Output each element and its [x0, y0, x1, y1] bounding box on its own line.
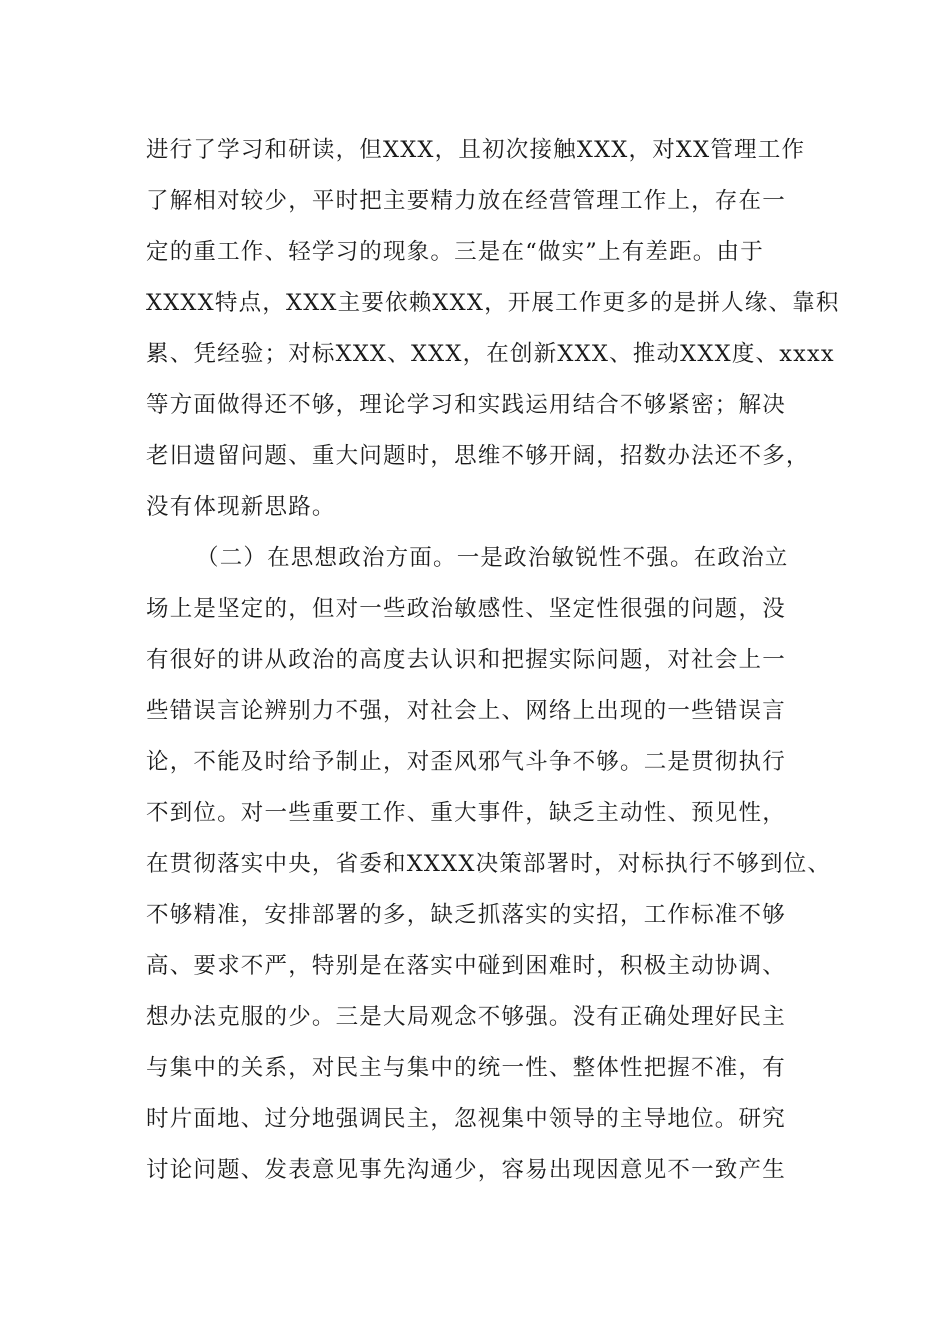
- text-line: 些错误言论辨别力不强，对社会上、网络上出现的一些错误言: [146, 698, 786, 724]
- text-line: 定的重工作、轻学习的现象。三是在“做实”上有差距。由于: [146, 239, 764, 265]
- text-line: 了解相对较少，平时把主要精力放在经营管理工作上，存在一: [146, 188, 786, 214]
- section-heading-line: （二）在思想政治方面。一是政治敏锐性不强。在政治立: [196, 545, 789, 571]
- text-line: 不够精准，安排部署的多，缺乏抓落实的实招，工作标准不够: [146, 902, 786, 928]
- text-line: 不到位。对一些重要工作、重大事件，缺乏主动性、预见性，: [146, 800, 786, 826]
- text-line: 进行了学习和研读，但XXX，且初次接触XXX，对XX管理工作: [146, 137, 806, 163]
- text-line: 有很好的讲从政治的高度去认识和把握实际问题，对社会上一: [146, 647, 786, 673]
- text-line: 老旧遗留问题、重大问题时，思维不够开阔，招数办法还不多，: [146, 443, 810, 469]
- text-line: 没有体现新思路。: [146, 494, 336, 520]
- text-line: 在贯彻落实中央，省委和XXXX决策部署时，对标执行不够到位、: [146, 851, 832, 877]
- text-line: 累、凭经验；对标XXX、XXX，在创新XXX、推动XXX度、xxxx: [146, 341, 835, 367]
- text-line: 与集中的关系，对民主与集中的统一性、整体性把握不准，有: [146, 1055, 786, 1081]
- text-line: 论，不能及时给予制止，对歪风邪气斗争不够。二是贯彻执行: [146, 749, 786, 775]
- text-line: 想办法克服的少。三是大局观念不够强。没有正确处理好民主: [146, 1004, 786, 1030]
- text-line: 等方面做得还不够，理论学习和实践运用结合不够紧密；解决: [146, 392, 786, 418]
- text-line: 场上是坚定的，但对一些政治敏感性、坚定性很强的问题，没: [146, 596, 786, 622]
- text-line: 高、要求不严，特别是在落实中碰到困难时，积极主动协调、: [146, 953, 786, 979]
- text-line: XXXX特点，XXX主要依赖XXX，开展工作更多的是拼人缘、靠积: [146, 290, 840, 316]
- text-line: 时片面地、过分地强调民主，忽视集中领导的主导地位。研究: [146, 1106, 786, 1132]
- text-line: 讨论问题、发表意见事先沟通少，容易出现因意见不一致产生: [146, 1157, 786, 1183]
